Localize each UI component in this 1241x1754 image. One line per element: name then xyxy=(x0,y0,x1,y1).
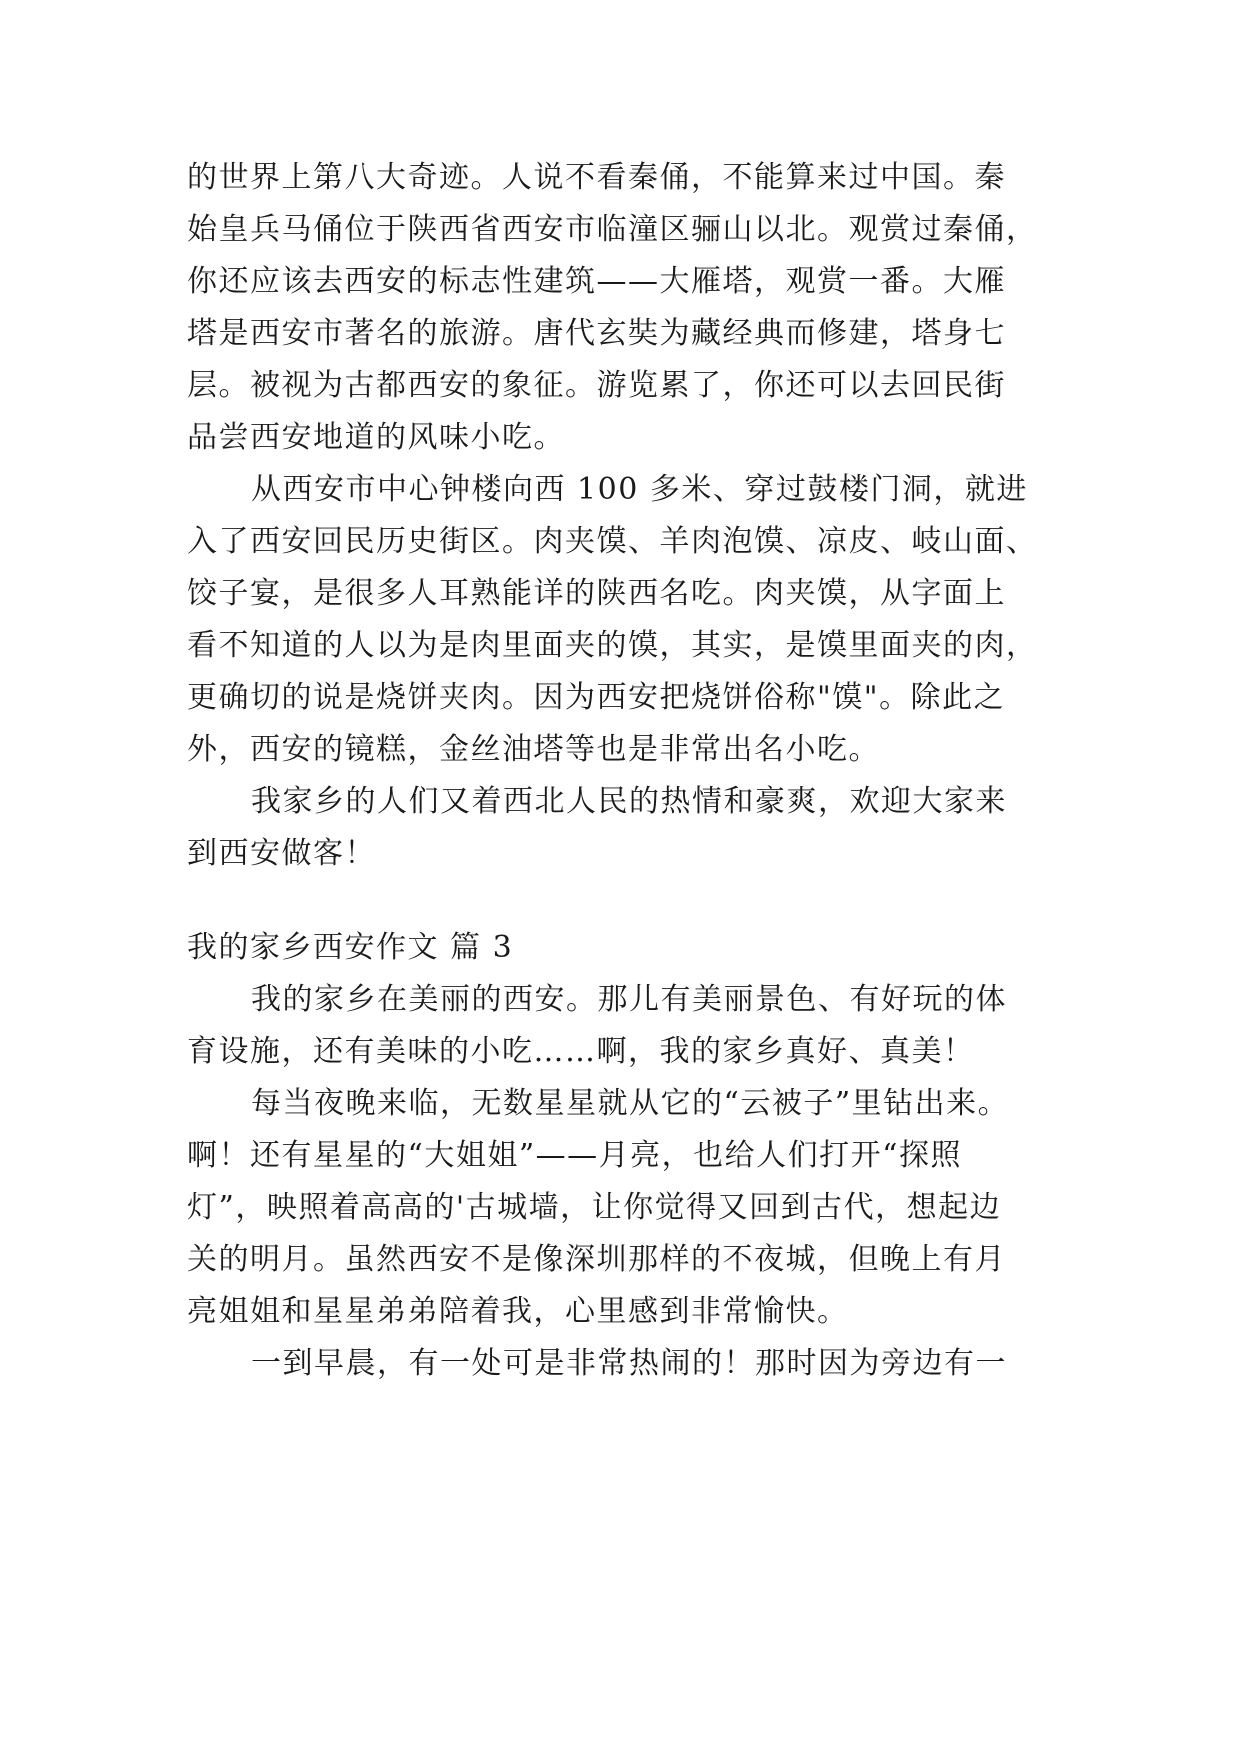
text-line: 育设施，还有美味的小吃……啊，我的家乡真好、真美！ xyxy=(187,1034,975,1069)
text-line: 灯”，映照着高高的'古城墙，让你觉得又回到古代，想起边 xyxy=(187,1190,1002,1225)
text-line: 层。被视为古都西安的象征。游览累了，你还可以去回民街 xyxy=(187,368,1006,403)
text-line: 我的家乡在美丽的西安。那儿有美丽景色、有好玩的体 xyxy=(251,982,1007,1017)
text-line: 啊！还有星星的“大姐姐”——月亮，也给人们打开“探照 xyxy=(187,1138,963,1173)
text-line: 一到早晨，有一处可是非常热闹的！那时因为旁边有一 xyxy=(251,1346,1007,1381)
text-line: 每当夜晚来临，无数星星就从它的“云被子”里钻出来。 xyxy=(251,1086,1010,1121)
section-title: 我的家乡西安作文 篇 3 xyxy=(187,930,514,965)
text-line: 品尝西安地道的风味小吃。 xyxy=(187,420,565,455)
text-line: 饺子宴，是很多人耳熟能详的陕西名吃。肉夹馍，从字面上 xyxy=(187,576,1006,611)
text-line: 入了西安回民历史街区。肉夹馍、羊肉泡馍、凉皮、岐山面、 xyxy=(187,524,1038,559)
text-line: 塔是西安市著名的旅游。唐代玄奘为藏经典而修建，塔身七 xyxy=(187,316,1006,351)
text-line: 的世界上第八大奇迹。人说不看秦俑，不能算来过中国。秦 xyxy=(187,160,1006,195)
text-line: 亮姐姐和星星弟弟陪着我，心里感到非常愉快。 xyxy=(187,1294,849,1329)
text-line: 你还应该去西安的标志性建筑——大雁塔，观赏一番。大雁 xyxy=(187,264,1006,299)
text-line: 始皇兵马俑位于陕西省西安市临潼区骊山以北。观赏过秦俑， xyxy=(187,212,1038,247)
text-line: 更确切的说是烧饼夹肉。因为西安把烧饼俗称"馍"。除此之 xyxy=(187,680,1006,715)
text-line: 到西安做客！ xyxy=(187,836,376,871)
text-line: 外，西安的镜糕，金丝油塔等也是非常出名小吃。 xyxy=(187,732,880,767)
text-line: 关的明月。虽然西安不是像深圳那样的不夜城，但晚上有月 xyxy=(187,1242,1006,1277)
text-line: 我家乡的人们又着西北人民的热情和豪爽，欢迎大家来 xyxy=(251,784,1007,819)
text-line: 看不知道的人以为是肉里面夹的馍，其实，是馍里面夹的肉， xyxy=(187,628,1038,663)
text-line: 从西安市中心钟楼向西 100 多米、穿过鼓楼门洞，就进 xyxy=(251,472,1028,507)
